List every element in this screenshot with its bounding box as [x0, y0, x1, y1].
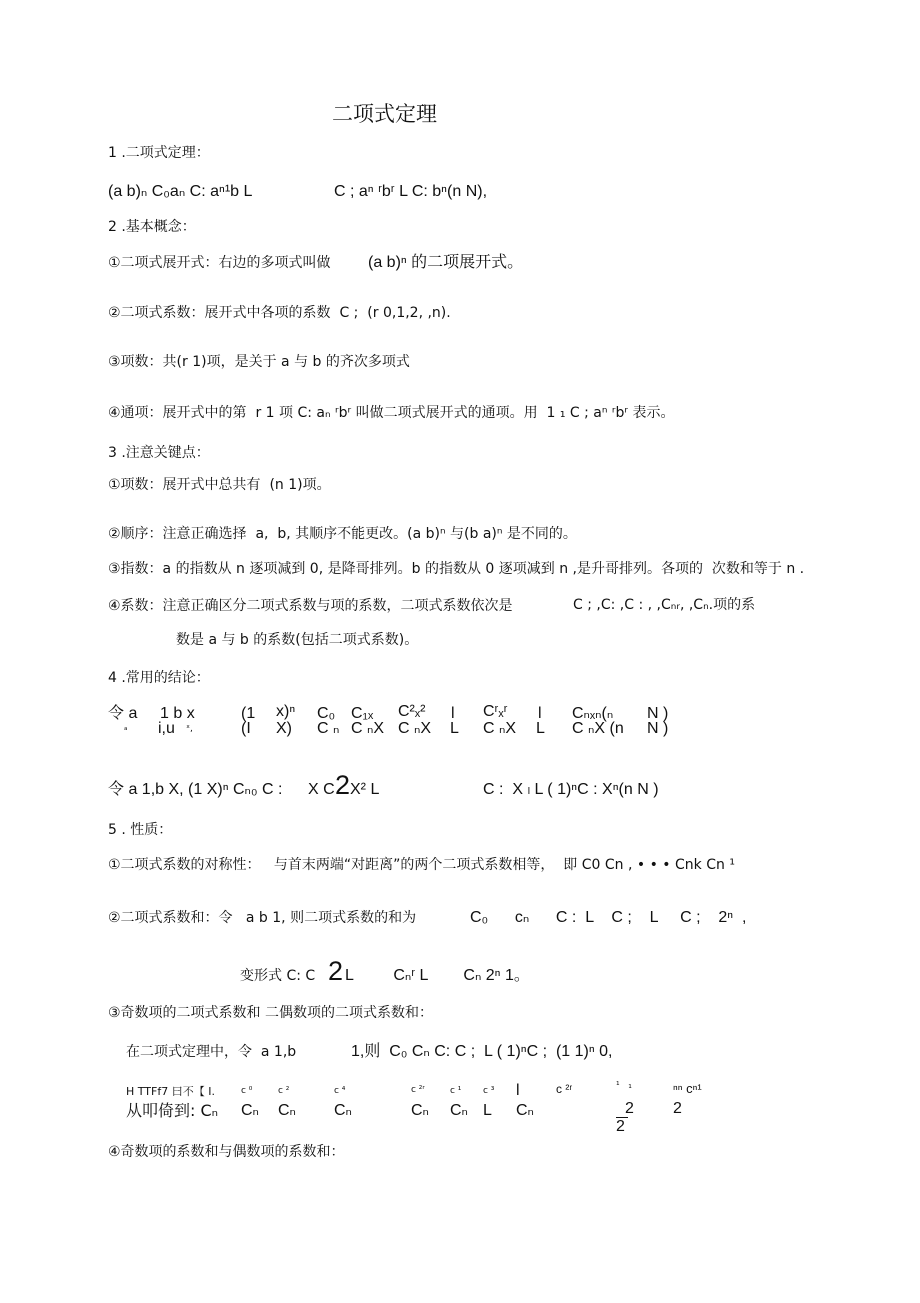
conclusion-2-right: C : X ₗ L ( 1)ⁿC : Xⁿ(n N ): [483, 781, 659, 798]
conclusion-cell: C₀: [317, 705, 336, 722]
conclusion-cell: X): [276, 720, 292, 737]
conclusion-cell: C ₙX: [398, 720, 432, 737]
result-term: Cₙ: [334, 1102, 352, 1119]
conclusion-2-mid2: X² L: [350, 781, 380, 798]
conclusion-cell: C²ₓ²: [398, 703, 426, 720]
property-variant-b: L Cₙʳ L Cₙ 2ⁿ 1。: [345, 967, 530, 984]
section-heading-2: 2 .基本概念：: [108, 219, 196, 235]
conclusion-cell: l: [538, 705, 542, 722]
conclusion-cell: L: [536, 720, 545, 737]
property-symmetry: ①二项式系数的对称性： 与首末两端“对距离”的两个二项式系数相等， 即 C0 Cn , • • • Cnk Cn ¹: [108, 857, 735, 873]
conclusion-cell: 1 b x: [160, 705, 195, 722]
key-point-exponent: ③指数：a 的指数从 n 逐项减到 0, 是降哥排列。b 的指数从 0 逐项减到 n ,是升哥排列。各项的 次数和等于 n .: [108, 561, 805, 577]
conclusion-cell: N ): [647, 720, 669, 737]
property-coefficient-sums: ④奇数项的系数和与偶数项的系数和：: [108, 1144, 345, 1160]
conclusion-cell: Cₙₓₙ(ₙ: [572, 705, 614, 722]
section-heading-5: 5 . 性质：: [108, 822, 173, 838]
key-point-coefficient-c: 数是 a 与 b 的系数(包括二项式系数)。: [176, 632, 419, 648]
key-point-term-count: ①项数：展开式中总共有 (n 1)项。: [108, 477, 331, 493]
result-term: Cₙ: [516, 1102, 534, 1119]
result-superscript: c ³: [483, 1086, 495, 1096]
concept-term-count: ③项数：共(r 1)项，是关于 a 与 b 的齐次多项式: [108, 354, 410, 370]
result-term: Cₙ: [450, 1102, 468, 1119]
result-lead: 从叩倚到: Cₙ: [126, 1101, 219, 1120]
conclusion-cell: ᵃ: [124, 726, 128, 736]
result-term: Cₙ: [278, 1102, 296, 1119]
result-term: L: [483, 1102, 492, 1119]
property-sum-a: ②二项式系数和：令 a b 1, 则二项式系数的和为: [108, 910, 417, 926]
fraction-numerator: 2: [625, 1100, 634, 1117]
conclusion-cell: L: [450, 720, 459, 737]
property-variant-big-digit: 2: [328, 956, 344, 986]
result-superscript: c ²ʳ: [556, 1082, 573, 1096]
section-heading-3: 3 .注意关键点：: [108, 445, 210, 461]
binomial-formula-right: C ; aⁿ ʳbʳ L C: bⁿ(n N),: [334, 183, 488, 200]
conclusion-cell: C ₙX (n: [572, 720, 624, 737]
binomial-formula-left: (a b)ₙ C₀aₙ C: aⁿ¹b L: [108, 183, 253, 200]
conclusion-cell: C ₙ: [317, 720, 340, 737]
conclusion-cell: i,u: [158, 720, 175, 737]
property-sum-b: C₀ cₙ C : L C ; L C ; 2ⁿ ,: [470, 909, 747, 926]
page-title: 二项式定理: [332, 102, 437, 126]
concept-expansion-a: ①二项式展开式：右边的多项式叫做: [108, 255, 331, 271]
conclusion-2-big-digit: 2: [335, 770, 351, 800]
concept-expansion-b: (a b)ⁿ 的二项展开式。: [368, 254, 524, 271]
result-superscript: l: [516, 1082, 520, 1099]
section-heading-4: 4 .常用的结论：: [108, 670, 210, 686]
property-variant-a: 变形式 C: C: [240, 968, 316, 984]
conclusion-cell: ˣ,: [186, 724, 193, 734]
conclusion-cell: C₁ₓ: [351, 705, 374, 722]
property-substitution-b: 1,则 C₀ Cₙ C: C ; L ( 1)ⁿC ; (1 1)ⁿ 0,: [351, 1043, 613, 1060]
result-superscript: c ¹: [450, 1086, 462, 1096]
conclusion-2-left: 令 a 1,b X, (1 X)ⁿ Cₙ₀ C :: [108, 781, 283, 798]
conclusion-cell: (I: [241, 720, 251, 737]
section-heading-1: 1 .二项式定理：: [108, 145, 210, 161]
result-superscript: c ²ʳ: [411, 1085, 425, 1095]
key-point-coefficient-b: C ; ,C: ,C : , ,Cₙᵣ, ,Cₙ.项的系: [573, 597, 756, 613]
result-superscript: ⁿⁿ cⁿ¹: [673, 1081, 702, 1096]
property-substitution-a: 在二项式定理中，令 a 1,b: [126, 1044, 297, 1060]
result-term: Cₙ: [411, 1102, 429, 1119]
result-term: Cₙ: [241, 1102, 259, 1119]
conclusion-cell: l: [451, 705, 455, 722]
concept-general-term: ④通项：展开式中的第 r 1 项 C: aₙ ʳbʳ 叫做二项式展开式的通项。用 1 ₁ C ; aⁿ ʳbʳ 表示。: [108, 405, 675, 421]
result-garbled-text: H TTFf7 曰不【 I.: [126, 1085, 215, 1098]
result-superscript: ¹ ₁: [616, 1081, 632, 1091]
conclusion-cell: N ): [647, 705, 669, 722]
result-superscript: c ⁴: [334, 1086, 346, 1096]
conclusion-cell: C ₙX: [483, 720, 517, 737]
conclusion-cell: (1: [241, 705, 256, 722]
concept-coefficient: ②二项式系数：展开式中各项的系数 C ; (r 0,1,2, ,n).: [108, 305, 451, 321]
property-odd-even: ③奇数项的二项式系数和 二偶数项的二项式系数和：: [108, 1005, 433, 1021]
conclusion-2-mid: X C: [308, 781, 335, 798]
result-superscript: c ⁰: [241, 1086, 253, 1096]
fraction-right-numerator: 2: [673, 1100, 682, 1117]
conclusion-cell: C ₙX: [351, 720, 385, 737]
conclusion-cell: x)ⁿ: [276, 703, 296, 720]
key-point-coefficient-a: ④系数：注意正确区分二项式系数与项的系数，二项式系数依次是: [108, 598, 513, 614]
conclusion-cell: 令 a: [108, 705, 138, 722]
result-superscript: c ²: [278, 1086, 290, 1096]
conclusion-cell: Cʳₓʳ: [483, 703, 508, 720]
key-point-order: ②顺序：注意正确选择 a, b, 其顺序不能更改。(a b)ⁿ 与(b a)ⁿ 是不同的。: [108, 526, 577, 542]
fraction-denominator: 2: [616, 1118, 625, 1135]
